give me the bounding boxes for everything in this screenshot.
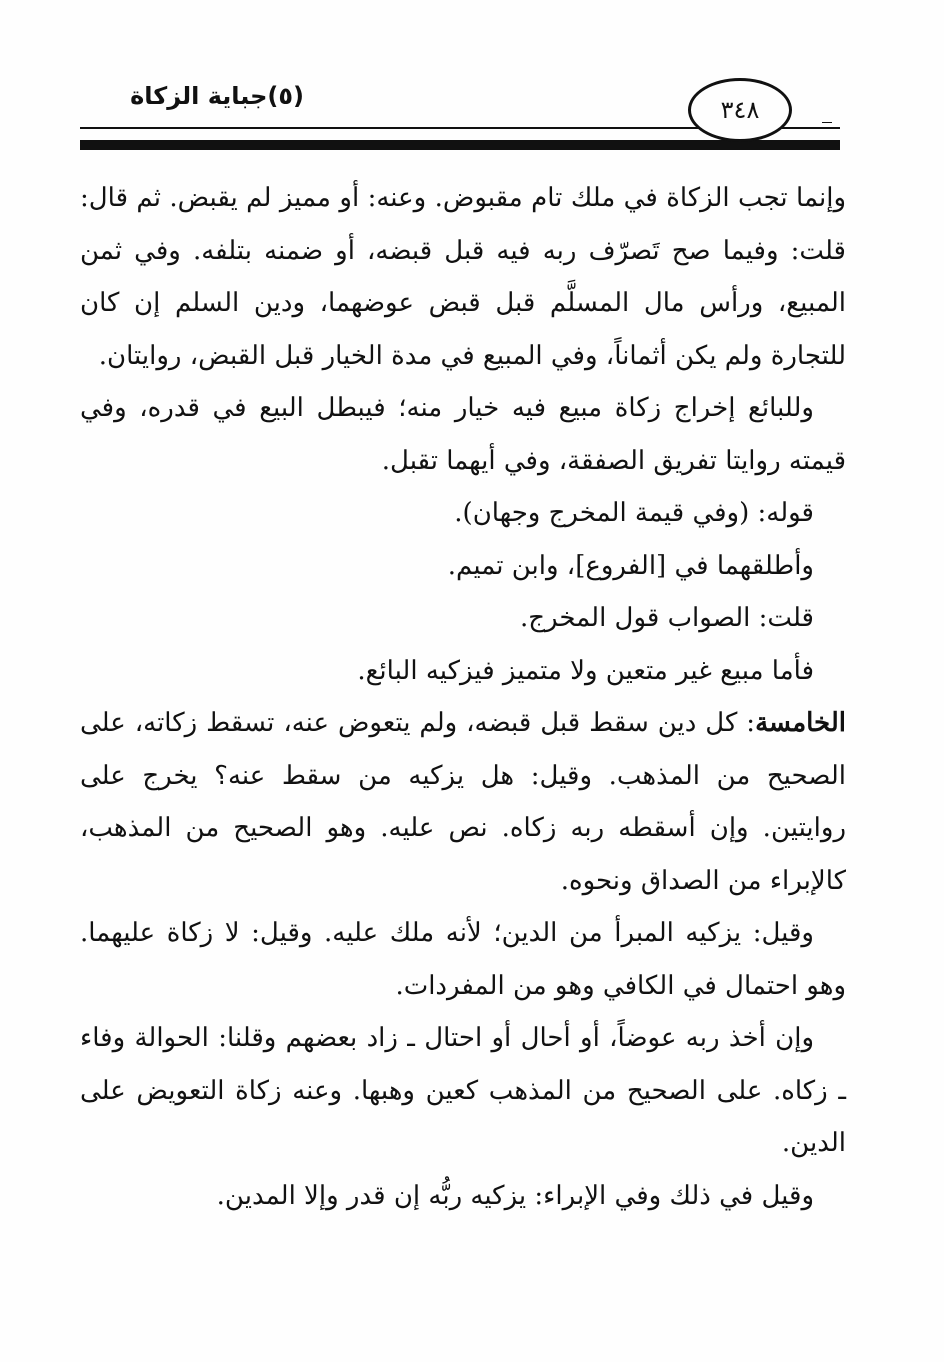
page-header [0, 0, 944, 160]
paragraph-4: وأطلقهما في [الفروع]، وابن تميم. [447, 550, 814, 581]
paragraph-5: قلت: الصواب قول المخرج. [519, 603, 814, 633]
paragraph-7-lead: الخامسة [755, 708, 846, 738]
header-rule-tick [822, 122, 832, 123]
page-number: ٣٤٨ [720, 96, 760, 124]
paragraph-1: وإنما تجب الزكاة في ملك تام مقبوض. وعنه: أو مميز لم يقبض. ثم قال: قلت: وفيما صح تَصرّف ربه فيه قبل قبضه، أو ضمنه بتلفه. وفي ثمن المبيع، ورأس مال المسلَّم قبل قبض عوضهما، ودين السلم إن كان للتجارة ولم يكن أثماناً، وفي المبيع في مدة الخيار قبل القبض، روايتان. [80, 183, 846, 371]
paragraph-10: وقيل في ذلك وفي الإبراء: يزكيه ربُّه إن قدر وإلا المدين. [216, 1180, 814, 1211]
paragraph-2: وللبائع إخراج زكاة مبيع فيه خيار منه؛ فيبطل البيع في قدره، وفي قيمته روايتا تفريق الصفقة، وفي أيهما تقبل. [80, 393, 846, 476]
paragraph-3: قوله: (وفي قيمة المخرج وجهان). [454, 498, 814, 528]
page-number-oval [688, 78, 792, 142]
paragraph-7-text: : كل دين سقط قبل قبضه، ولم يتعوض عنه، تسقط زكاته، على الصحيح من المذهب. وقيل: هل يزكيه من سقط عنه؟ يخرج على روايتين. وإن أسقطه ربه زكاه. نص عليه. وهو الصحيح من المذهب، كالإبراء من الصداق ونحوه. [80, 708, 846, 896]
header-rule-thick [80, 140, 840, 150]
paragraph-7 [80, 697, 846, 907]
paragraph-6: فأما مبيع غير متعين ولا متميز فيزكيه البائع. [357, 655, 814, 686]
paragraph-8: وقيل: يزكيه المبرأ من الدين؛ لأنه ملك عليه. وقيل: لا زكاة عليهما. وهو احتمال في الكافي وهو من المفردات. [80, 918, 846, 1001]
paragraph-9: وإن أخذ ربه عوضاً، أو أحال أو احتال ـ زاد بعضهم وقلنا: الحوالة وفاء ـ زكاه. على الصحيح من المذهب كعين وهبها. وعنه زكاة التعويض على الدين. [80, 1023, 846, 1158]
page-body [80, 172, 846, 1222]
chapter-title: (٥)جباية الزكاة [130, 82, 304, 110]
